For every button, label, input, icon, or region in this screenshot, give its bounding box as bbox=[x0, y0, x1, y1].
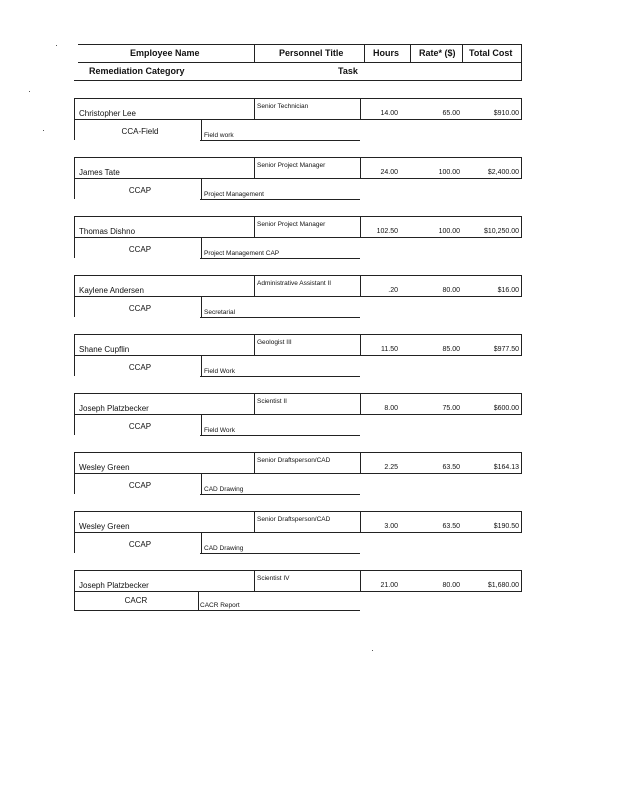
divider bbox=[200, 435, 360, 436]
divider bbox=[74, 275, 522, 276]
divider bbox=[201, 178, 202, 199]
divider bbox=[521, 216, 522, 237]
task: Project Management bbox=[204, 191, 264, 198]
divider bbox=[74, 355, 522, 356]
personnel-title: Senior Draftsperson/CAD bbox=[257, 516, 331, 523]
employee-name: Christopher Lee bbox=[79, 109, 136, 118]
divider bbox=[74, 610, 360, 611]
personnel-title: Geologist III bbox=[257, 339, 292, 346]
divider bbox=[200, 317, 360, 318]
divider bbox=[198, 591, 199, 610]
remediation-category: CCAP bbox=[128, 481, 152, 490]
employee-name: Joseph Platzbecker bbox=[79, 581, 149, 590]
hours: 2.25 bbox=[384, 464, 398, 471]
divider bbox=[254, 98, 255, 119]
hours: 8.00 bbox=[384, 405, 398, 412]
remediation-category: CCAP bbox=[128, 363, 152, 372]
total-cost: $600.00 bbox=[493, 405, 519, 412]
header-personnel-title: Personnel Title bbox=[279, 48, 344, 58]
divider bbox=[254, 275, 255, 296]
scan-speck bbox=[29, 91, 30, 92]
employee-name: Kaylene Andersen bbox=[79, 286, 144, 295]
divider bbox=[254, 511, 255, 532]
rate: 63.50 bbox=[442, 464, 460, 471]
task: Project Management CAP bbox=[204, 250, 280, 257]
divider bbox=[521, 570, 522, 591]
task: Secretarial bbox=[204, 309, 236, 316]
divider bbox=[74, 393, 75, 435]
scan-speck bbox=[56, 45, 57, 46]
rate: 75.00 bbox=[442, 405, 460, 412]
divider bbox=[254, 44, 255, 62]
personnel-title: Scientist II bbox=[257, 398, 287, 405]
divider bbox=[254, 570, 255, 591]
divider bbox=[74, 98, 522, 99]
divider bbox=[74, 334, 522, 335]
divider bbox=[74, 296, 522, 297]
divider bbox=[201, 119, 202, 140]
divider bbox=[74, 452, 522, 453]
remediation-category: CCAP bbox=[128, 245, 152, 254]
divider bbox=[462, 44, 463, 62]
hours: 21.00 bbox=[380, 582, 398, 589]
divider bbox=[200, 199, 360, 200]
total-cost: $977.50 bbox=[493, 346, 519, 353]
task: Field work bbox=[204, 132, 234, 139]
divider bbox=[74, 216, 75, 258]
rate: 65.00 bbox=[442, 110, 460, 117]
divider bbox=[74, 591, 522, 592]
personnel-title: Senior Draftsperson/CAD bbox=[257, 457, 331, 464]
employee-name: Wesley Green bbox=[79, 463, 130, 472]
employee-name: Shane Cupflin bbox=[79, 345, 130, 354]
divider bbox=[74, 157, 522, 158]
scan-speck bbox=[43, 130, 44, 131]
total-cost: $16.00 bbox=[497, 287, 519, 294]
divider bbox=[201, 473, 202, 494]
rate: 100.00 bbox=[438, 169, 460, 176]
hours: 14.00 bbox=[380, 110, 398, 117]
divider bbox=[254, 334, 255, 355]
divider bbox=[410, 44, 411, 62]
divider bbox=[364, 44, 365, 62]
divider bbox=[254, 393, 255, 414]
personnel-title: Senior Technician bbox=[257, 103, 309, 110]
divider bbox=[74, 178, 522, 179]
task: Field Work bbox=[204, 368, 235, 375]
divider bbox=[521, 98, 522, 119]
header-remediation-category: Remediation Category bbox=[89, 66, 185, 76]
task: CAD Drawing bbox=[204, 545, 244, 552]
divider bbox=[201, 237, 202, 258]
remediation-category: CCAP bbox=[128, 540, 152, 549]
total-cost: $910.00 bbox=[493, 110, 519, 117]
task: Field Work bbox=[204, 427, 235, 434]
scan-speck bbox=[372, 650, 373, 651]
divider bbox=[74, 570, 75, 610]
total-cost: $164.13 bbox=[493, 464, 519, 471]
personnel-title: Scientist IV bbox=[257, 575, 290, 582]
divider bbox=[200, 140, 360, 141]
divider bbox=[74, 157, 75, 199]
divider bbox=[74, 532, 522, 533]
remediation-category: CACR bbox=[124, 596, 148, 605]
total-cost: $2,400.00 bbox=[487, 169, 519, 176]
total-cost: $10,250.00 bbox=[483, 228, 519, 235]
hours: 102.50 bbox=[376, 228, 398, 235]
rate: 63.50 bbox=[442, 523, 460, 530]
divider bbox=[74, 414, 522, 415]
divider bbox=[521, 334, 522, 355]
divider bbox=[74, 275, 75, 317]
divider bbox=[521, 452, 522, 473]
rate: 80.00 bbox=[442, 582, 460, 589]
divider bbox=[201, 296, 202, 317]
divider bbox=[74, 98, 75, 140]
divider bbox=[201, 414, 202, 435]
task: CAD Drawing bbox=[204, 486, 244, 493]
remediation-category: CCA-Field bbox=[121, 127, 159, 136]
remediation-category: CCAP bbox=[128, 422, 152, 431]
divider bbox=[74, 80, 522, 81]
rate: 100.00 bbox=[438, 228, 460, 235]
remediation-category: CCAP bbox=[128, 304, 152, 313]
personnel-title: Senior Project Manager bbox=[257, 221, 326, 228]
employee-name: James Tate bbox=[79, 168, 120, 177]
rate: 85.00 bbox=[442, 346, 460, 353]
divider bbox=[201, 355, 202, 376]
divider bbox=[78, 62, 522, 63]
total-cost: $1,680.00 bbox=[487, 582, 519, 589]
divider bbox=[74, 452, 75, 494]
header-total-cost: Total Cost bbox=[469, 48, 513, 58]
employee-name: Wesley Green bbox=[79, 522, 130, 531]
divider bbox=[254, 157, 255, 178]
header-task: Task bbox=[338, 66, 358, 76]
personnel-title: Administrative Assistant II bbox=[257, 280, 332, 287]
divider bbox=[201, 532, 202, 553]
task: CACR Report bbox=[200, 602, 240, 609]
header-hours: Hours bbox=[373, 48, 400, 58]
divider bbox=[74, 237, 522, 238]
divider bbox=[200, 553, 360, 554]
hours: 3.00 bbox=[384, 523, 398, 530]
divider bbox=[521, 393, 522, 414]
divider bbox=[200, 376, 360, 377]
rate: 80.00 bbox=[442, 287, 460, 294]
header-rate: Rate* ($) bbox=[419, 48, 456, 58]
divider bbox=[521, 157, 522, 178]
employee-name: Joseph Platzbecker bbox=[79, 404, 149, 413]
divider bbox=[74, 511, 522, 512]
divider bbox=[78, 44, 522, 45]
divider bbox=[74, 511, 75, 553]
divider bbox=[74, 216, 522, 217]
divider bbox=[521, 511, 522, 532]
employee-name: Thomas Dishno bbox=[79, 227, 136, 236]
header-employee-name: Employee Name bbox=[130, 48, 200, 58]
personnel-title: Senior Project Manager bbox=[257, 162, 326, 169]
remediation-category: CCAP bbox=[128, 186, 152, 195]
divider bbox=[521, 275, 522, 296]
hours: 24.00 bbox=[380, 169, 398, 176]
total-cost: $190.50 bbox=[493, 523, 519, 530]
divider bbox=[74, 119, 522, 120]
divider bbox=[200, 494, 360, 495]
divider bbox=[200, 258, 360, 259]
divider bbox=[254, 216, 255, 237]
divider bbox=[521, 44, 522, 80]
divider bbox=[74, 473, 522, 474]
divider bbox=[254, 452, 255, 473]
hours: .20 bbox=[388, 287, 398, 294]
divider bbox=[74, 334, 75, 376]
divider bbox=[74, 570, 522, 571]
hours: 11.50 bbox=[381, 346, 398, 353]
divider bbox=[74, 393, 522, 394]
